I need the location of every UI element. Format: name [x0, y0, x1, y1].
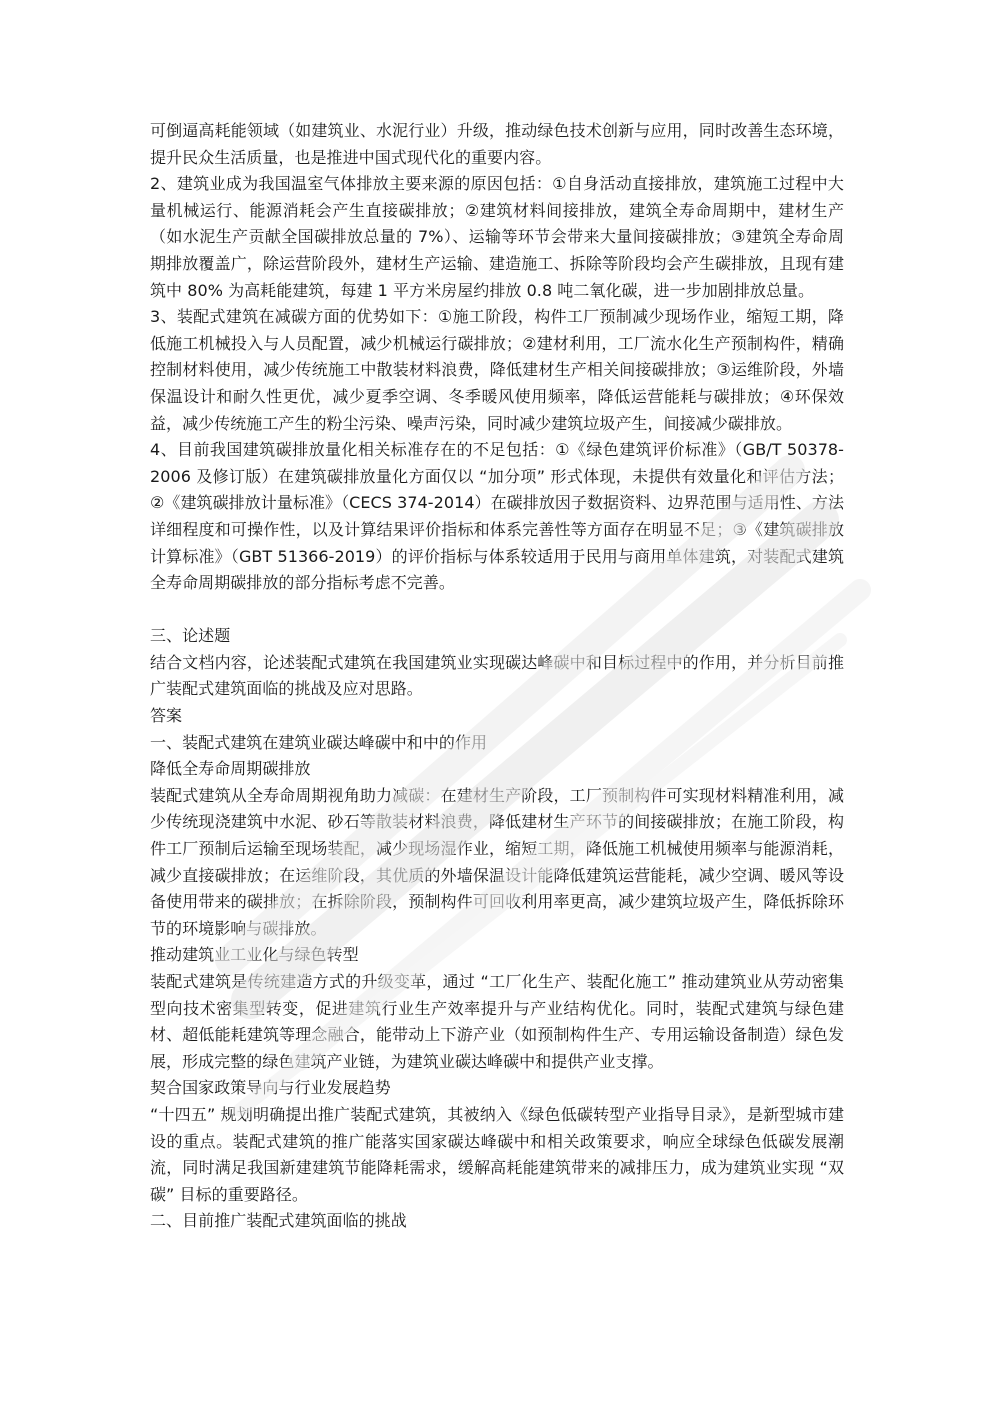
essay-question: 结合文档内容，论述装配式建筑在我国建筑业实现碳达峰碳中和目标过程中的作用，并分析目前推广装配式建筑面临的挑战及应对思路。: [150, 652, 844, 699]
paragraph-answer-2: 2、建筑业成为我国温室气体排放主要来源的原因包括：①自身活动直接排放，建筑施工过程中大量机械运行、能源消耗会产生直接碳排放；②建筑材料间接排放，建筑全寿命周期中，建材生产（如水泥生产贡献全国碳排放总量的 7%）、运输等环节会带来大量间接碳排放；③建筑全寿命周期排放覆盖广，除运营阶段外，建材生产运输、建造施工、拆除等阶段均会产生碳排放，且现有建筑中 80% 为高耗能建筑，每建 1 平方米房屋约排放 0.8 吨二氧化碳，进一步加剧排放总量。: [150, 174, 844, 300]
subheading-lifecycle: 降低全寿命周期碳排放: [150, 759, 311, 779]
answer-heading-challenges: 二、目前推广装配式建筑面临的挑战: [150, 1211, 407, 1231]
document-body: [150, 118, 844, 1235]
answer-label: 答案: [150, 706, 183, 726]
subheading-industrialization: 推动建筑业工业化与绿色转型: [150, 945, 359, 965]
blank-line: [150, 597, 844, 624]
paragraph-industrialization: 装配式建筑是传统建造方式的升级变革，通过 “工厂化生产、装配化施工” 推动建筑业从劳动密集型向技术密集型转变，促进建筑行业生产效率提升与产业结构优化。同时，装配式建筑与绿色建材、超低能耗建筑等理念融合，能带动上下游产业（如预制构件生产、专用运输设备制造）绿色发展，形成完整的绿色建筑产业链，为建筑业碳达峰碳中和提供产业支撑。: [150, 972, 844, 1071]
answer-heading-role: 一、装配式建筑在建筑业碳达峰碳中和中的作用: [150, 732, 488, 752]
paragraph-policy: “十四五” 规划明确提出推广装配式建筑，其被纳入《绿色低碳转型产业指导目录》，是新型城市建设的重点。装配式建筑的推广能落实国家碳达峰碳中和相关政策要求，响应全球绿色低碳发展潮流，同时满足我国新建建筑节能降耗需求，缓解高耗能建筑带来的减排压力，成为建筑业实现 “双碳” 目标的重要路径。: [150, 1104, 844, 1204]
section-heading-essay: 三、论述题: [150, 626, 231, 646]
paragraph-lifecycle: 装配式建筑从全寿命周期视角助力减碳：在建材生产阶段，工厂预制构件可实现材料精准利用，减少传统现浇建筑中水泥、砂石等散装材料浪费，降低建材生产环节的间接碳排放；在施工阶段，构件工厂预制后运输至现场装配，减少现场湿作业，缩短工期，降低施工机械使用频率与能源消耗，减少直接碳排放；在运维阶段，其优质的外墙保温设计能降低建筑运营能耗，减少空调、暖风等设备使用带来的碳排放；在拆除阶段，预制构件可回收利用率更高，减少建筑垃圾产生，降低拆除环节的环境影响与碳排放。: [150, 785, 844, 938]
paragraph-intro-continuation: 可倒逼高耗能领域（如建筑业、水泥行业）升级，推动绿色技术创新与应用，同时改善生态环境，提升民众生活质量，也是推进中国式现代化的重要内容。: [150, 121, 844, 167]
paragraph-answer-3: 3、装配式建筑在减碳方面的优势如下：①施工阶段，构件工厂预制减少现场作业，缩短工期，降低施工机械投入与人员配置，减少机械运行碳排放；②建材利用，工厂流水化生产预制构件，精确控制材料使用，减少传统施工中散装材料浪费，降低建材生产相关间接碳排放；③运维阶段，外墙保温设计和耐久性更优，减少夏季空调、冬季暖风使用频率，降低运营能耗与碳排放；④环保效益，减少传统施工产生的粉尘污染、噪声污染，同时减少建筑垃圾产生，间接减少碳排放。: [150, 307, 844, 433]
paragraph-answer-4: 4、目前我国建筑碳排放量化相关标准存在的不足包括：①《绿色建筑评价标准》（GB/T 50378-2006 及修订版）在建筑碳排放量化方面仅以 “加分项” 形式体现，未提供有效量化和评估方法；②《建筑碳排放计量标准》（CECS 374-2014）在碳排放因子数据资料、边界范围与适用性、方法详细程度和可操作性，以及计算结果评价指标和体系完善性等方面存在明显不足；③《建筑碳排放计算标准》（GBT 51366-2019）的评价指标与体系较适用于民用与商用单体建筑，对装配式建筑全寿命周期碳排放的部分指标考虑不完善。: [150, 440, 844, 593]
subheading-policy: 契合国家政策导向与行业发展趋势: [150, 1078, 391, 1098]
